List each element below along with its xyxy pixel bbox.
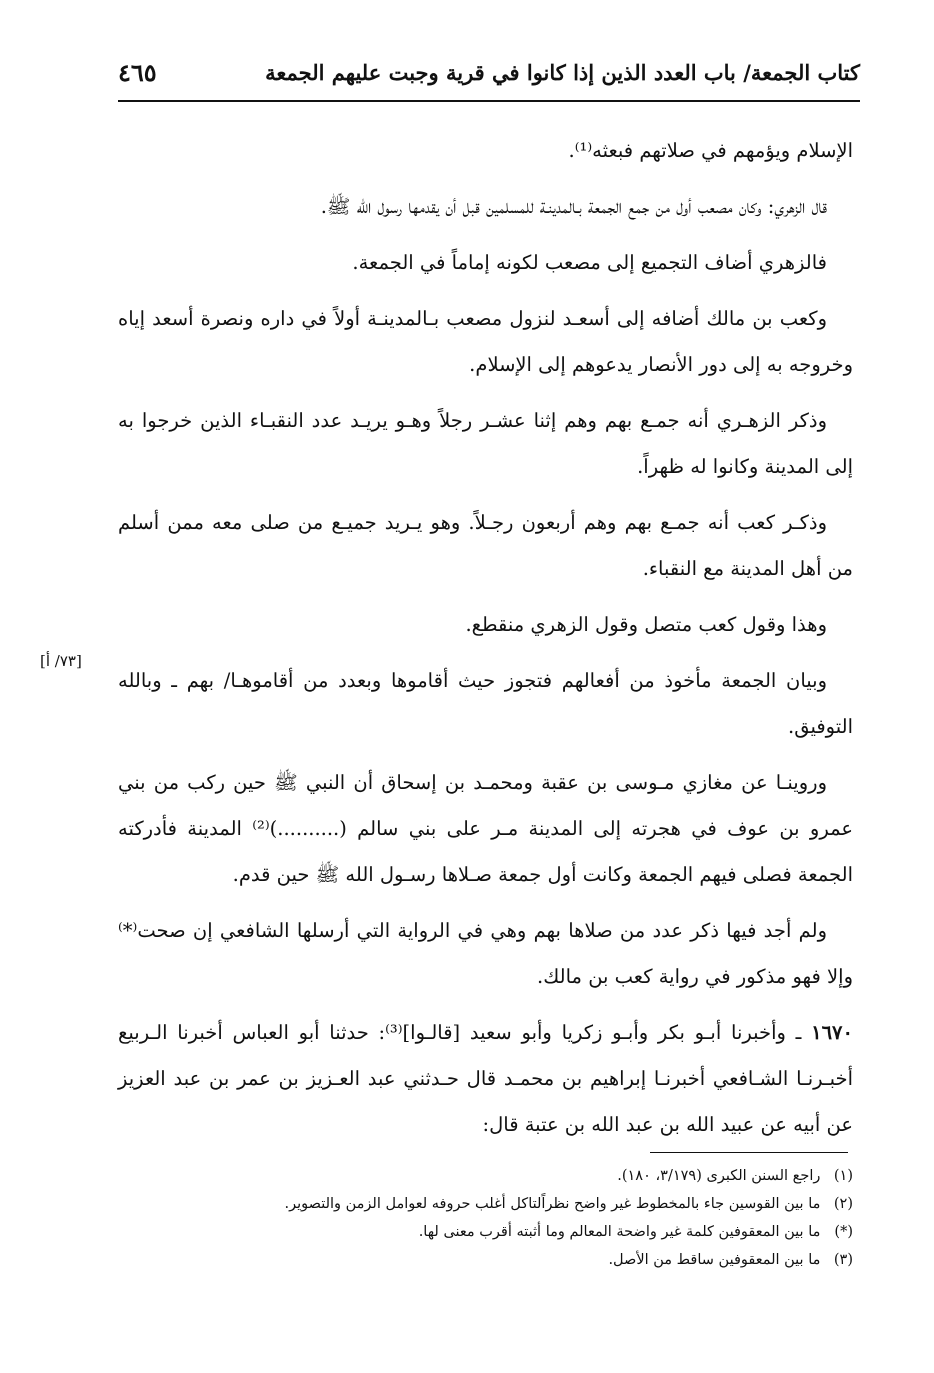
footnote-3 [118,1246,853,1274]
manuscript-folio-ref: [٧٣/ أ] [40,652,82,670]
main-text [118,128,853,1158]
footnote-marker: (٢) [833,1196,853,1212]
running-header [118,58,860,98]
footnote-marker: (٣) [833,1252,853,1268]
hadith-paragraph [118,1010,853,1148]
page-number: ٤٦٥ [118,58,157,87]
paragraph-3: فالزهري أضاف التجميع إلى مصعب لكونه إماماً في الجمعة. [352,251,827,274]
hadith-number: ١٦٧٠ [811,1021,854,1044]
footnote-text: راجع السنن الكبرى (٣/١٧٩، ١٨٠). [617,1168,821,1184]
footnote-2 [118,1190,853,1218]
paragraph-8: وبيان الجمعة مأخوذ من أفعالهم فتجوز حيث أقاموها وبعدد من أقاموهـا/ بهم ـ وبالله التوفيق. [118,669,853,738]
header-title: كتاب الجمعة/ باب العدد الذين إذا كانوا في قرية وجبت عليهم الجمعة [265,60,860,85]
paragraph-4: وكعب بن مالك أضافه إلى أسعـد لنزول مصعب بـالمدينـة أولاً في داره ونصرة أسعد إياه وخروجه به إلى دور الأنصار يدعوهم إلى الإسلام. [118,307,853,376]
footnotes [118,1162,853,1274]
paragraph-2: قال الزهري: وكان مصعب أول من جمع الجمعة بـالمدينـة للمسلمين قبل أن يقدمها رسول الله ﷺ. [320,195,827,218]
paragraph-6: وذكـر كعب أنه جمـع بهم وهم أربعون رجـلاً. وهو يـريد جميـع من صلى معه ممن أسلم من أهل المدينة مع النقباء. [118,511,853,580]
footnote-star [118,1218,853,1246]
footnote-divider [650,1152,848,1153]
footnote-text: ما بين المعقوفين ساقط من الأصل. [608,1252,821,1268]
paragraph-5: وذكر الزهـري أنه جمـع بهم وهم إثنا عشـر رجلاً وهـو يريـد عدد النقبـاء الذين خرجوا به إلى المدينة وكانوا له ظهراً. [118,409,853,478]
hadith-text: ـ وأخبرنا أبـو بكر وأبـو زكريا وأبو سعيد [قالـوا]⁽³⁾: حدثنا أبو العباس أخبرنا الـربيع أخبـرنـا الشـافعي أخبرنـا إبراهيم بن محمـد قال حـدثني عبد العـزيز بن عمر بن عبد العزيز عن أبيه عن عبيد الله بن عبد الله بن عتبة قال: [118,1021,853,1136]
paragraph-10: ولم أجد فيها ذكر عدد من صلاها بهم وهي في الرواية التي أرسلها الشافعي إن صحت⁽*⁾ وإلا فهو مذكور في رواية كعب بن مالك. [118,919,853,988]
paragraph-7: وهذا وقول كعب متصل وقول الزهري منقطع. [465,613,827,636]
paragraph-9: وروينـا عن مغازي مـوسى بن عقبة ومحمـد بن إسحاق أن النبي ﷺ حين ركب من بني عمرو بن عوف في هجرته إلى المدينة مـر على بني سالم (..........)⁽²⁾ المدينة فأدركته الجمعة فصلى فيهم الجمعة وكانت أول جمعة صـلاها رسـول الله ﷺ حين قدم. [118,771,853,886]
footnote-text: ما بين المعقوفين كلمة غير واضحة المعالم وما أثبته أقرب معنى لها. [418,1224,821,1240]
paragraph-1: الإسلام ويؤمهم في صلاتهم فبعثه⁽¹⁾. [568,139,853,162]
header-divider [118,100,860,102]
footnote-marker: (*) [834,1224,853,1240]
footnote-1 [118,1162,853,1190]
footnote-marker: (١) [833,1168,853,1184]
footnote-text: ما بين القوسين جاء بالمخطوط غير واضح نظراًلتاكل أغلب حروفه لعوامل الزمن والتصوير. [284,1196,821,1212]
